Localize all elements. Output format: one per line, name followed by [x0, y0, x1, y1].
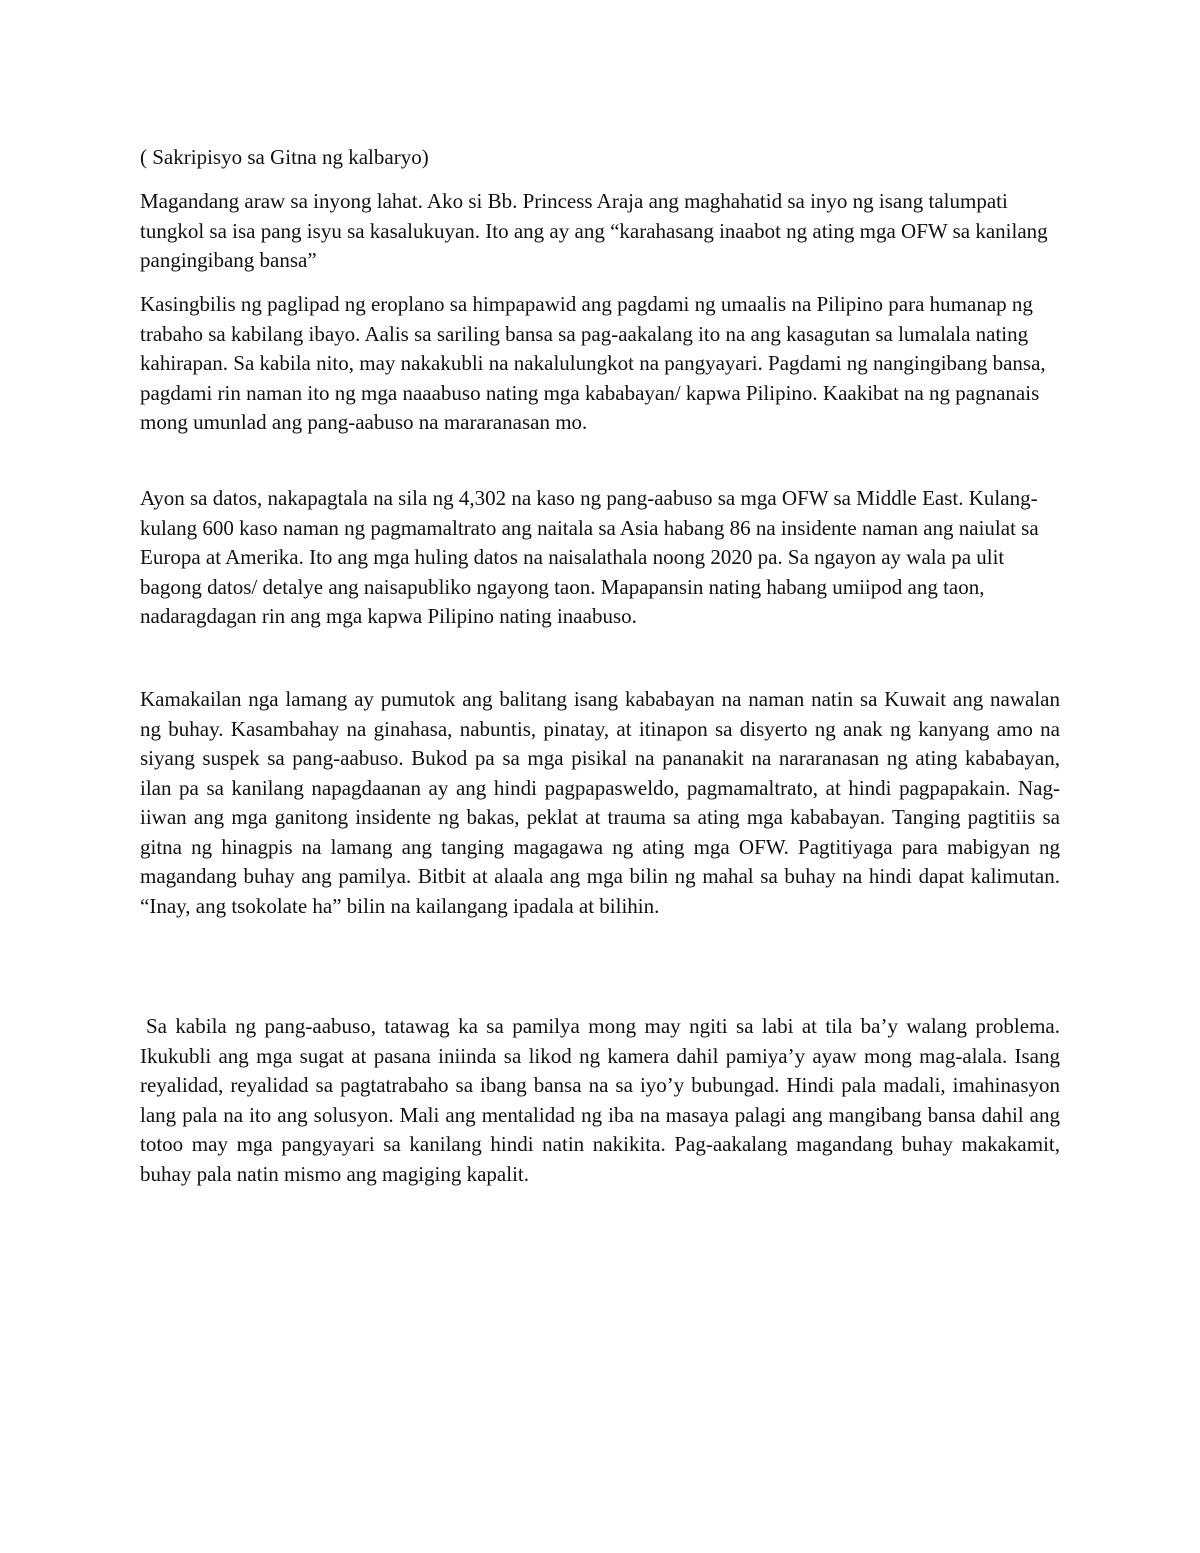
- paragraph-introduction: Magandang araw sa inyong lahat. Ako si Bb. Princess Araja ang maghahatid sa inyo ng isang talumpati tungkol sa isa pang isyu sa kasalukuyan. Ito ang ay ang “karahasang inaabot ng ating mga OFW sa kanilang pangingibang bansa”: [140, 189, 1048, 272]
- paragraph-reality: Sa kabila ng pang-aabuso, tatawag ka sa pamilya mong may ngiti sa labi at tila ba’y walang problema. Ikukubli ang mga sugat at pasana iniinda sa likod ng kamera dahil pamiya’y ayaw mong mag-alala. Isang reyalidad, reyalidad sa pagtatrabaho sa ibang bansa na sa iyo’y bubungad. Hindi pala madali, imahinasyon lang pala na ito ang solusyon. Mali ang mentalidad ng iba na masaya palagi ang mangibang bansa dahil ang totoo may mga pangyayari sa kanilang hindi natin nakikita. Pag-aakalang magandang buhay makakamit, buhay pala natin mismo ang magiging kapalit.: [140, 1014, 1060, 1186]
- paragraph-statistics: Ayon sa datos, nakapagtala na sila ng 4,302 na kaso ng pang-aabuso sa mga OFW sa Middle East. Kulang-kulang 600 kaso naman ng pagmamaltrato ang naitala sa Asia habang 86 na insidente naman ang naiulat sa Europa at Amerika. Ito ang mga huling datos na naisalathala noong 2020 pa. Sa ngayon ay wala pa ulit bagong datos/ detalye ang naisapubliko ngayong taon. Mapapansin nating habang umiipod ang taon, nadaragdagan rin ang mga kapwa Pilipino nating inaabuso.: [140, 486, 1039, 628]
- paragraph-migration: Kasingbilis ng paglipad ng eroplano sa himpapawid ang pagdami ng umaalis na Pilipino para humanap ng trabaho sa kabilang ibayo. Aalis sa sariling bansa sa pag-aakalang ito na ang kasagutan sa lumalala nating kahirapan. Sa kabila nito, may nakakubli na nakalulungkot na pangyayari. Pagdami ng nangingibang bansa, pagdami rin naman ito ng mga naaabuso nating mga kababayan/ kapwa Pilipino. Kaakibat na ng pagnanais mong umunlad ang pang-aabuso na mararanasan mo.: [140, 292, 1046, 434]
- document-title: ( Sakripisyo sa Gitna ng kalbaryo): [140, 145, 429, 169]
- paragraph-kuwait-incident: Kamakailan nga lamang ay pumutok ang balitang isang kababayan na naman natin sa Kuwait ang nawalan ng buhay. Kasambahay na ginahasa, nabuntis, pinatay, at itinapon sa disyerto ng anak ng kanyang amo na siyang suspek sa pang-aabuso. Bukod pa sa mga pisikal na pananakit na nararanasan ng ating kababayan, ilan pa sa kanilang napagdaanan ay ang hindi pagpapasweldo, pagmamaltrato, at hindi pagpapakain. Nag-iiwan ang mga ganitong insidente ng bakas, peklat at trauma sa ating mga kababayan. Tanging pagtitiis sa gitna ng hinagpis na lamang ang tanging magagawa ng ating mga OFW. Pagtitiyaga para mabigyan ng magandang buhay ang pamilya. Bitbit at alaala ang mga bilin ng mahal sa buhay na hindi dapat kalimutan. “Inay, ang tsokolate ha” bilin na kailangang ipadala at bilihin.: [140, 687, 1060, 918]
